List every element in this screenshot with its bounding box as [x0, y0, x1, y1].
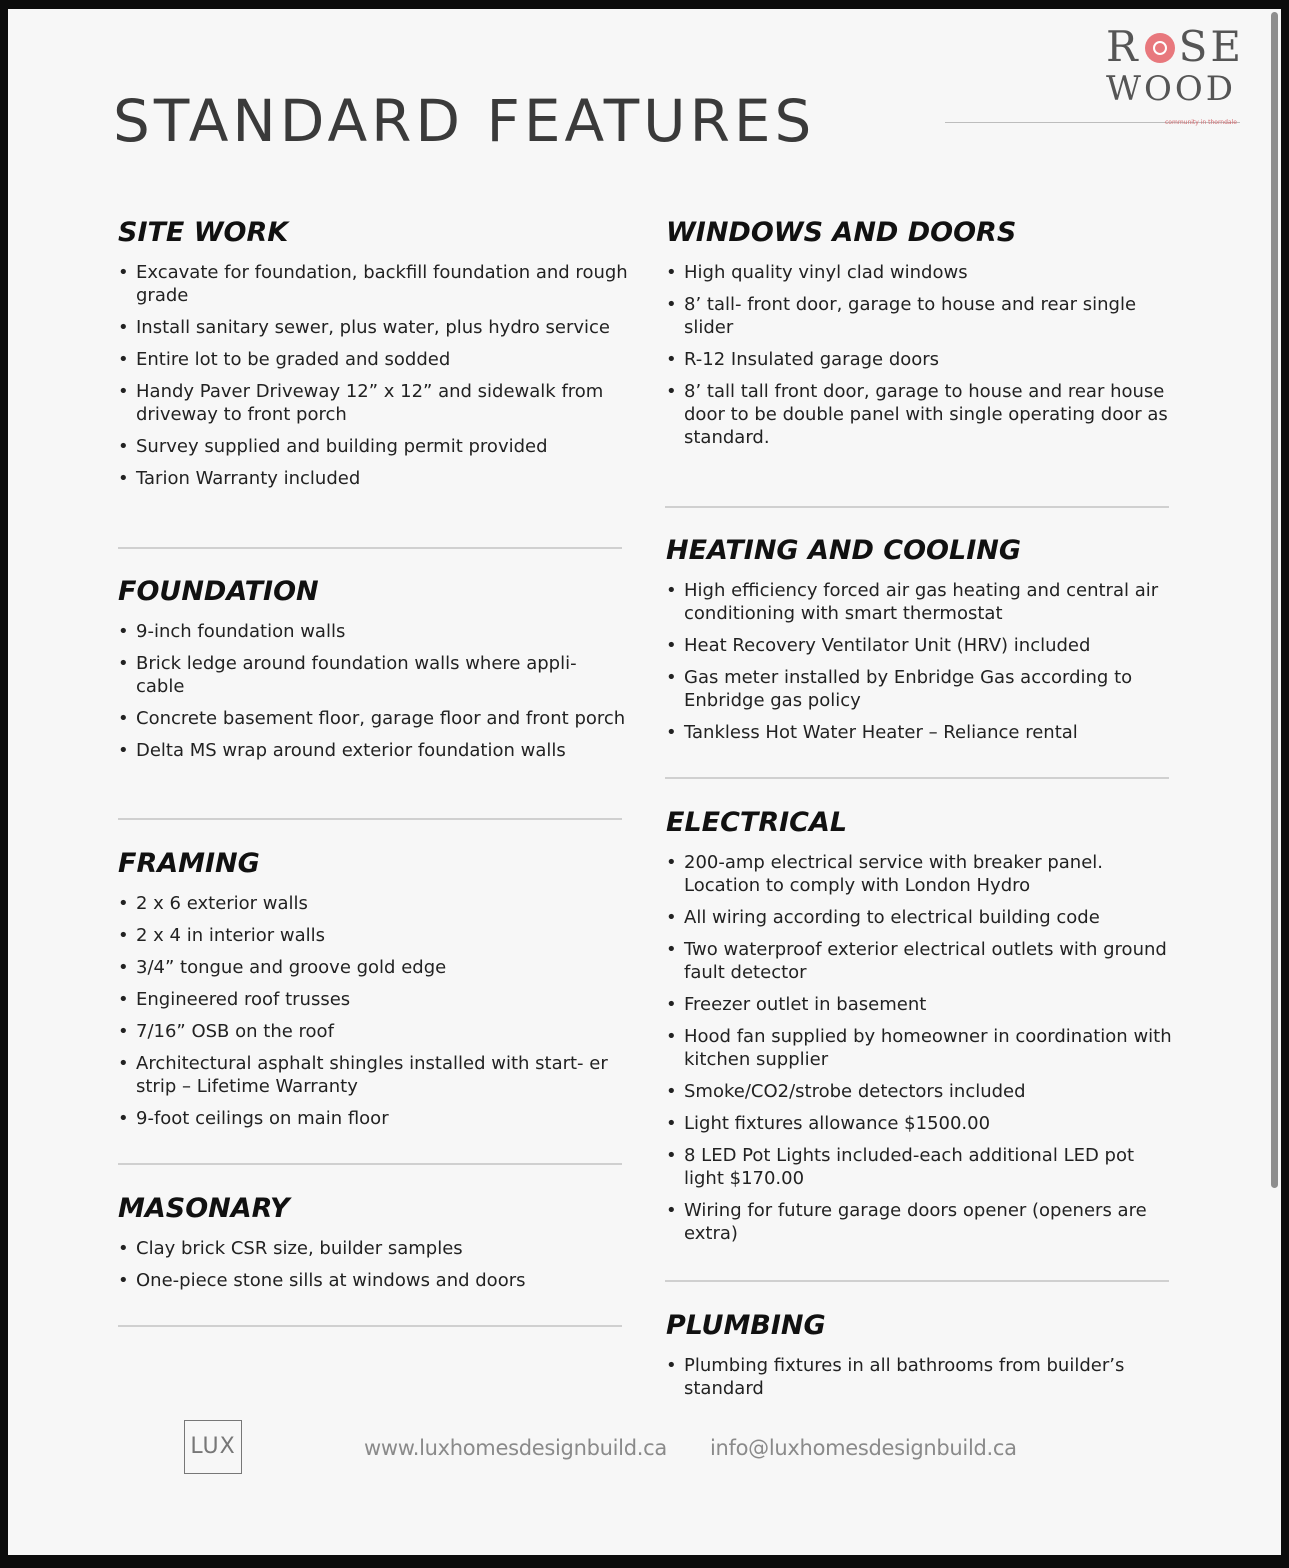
- list-item: • 2 x 6 exterior walls: [118, 892, 628, 915]
- section-title: ELECTRICAL: [666, 807, 848, 838]
- section-foundation: [118, 578, 628, 762]
- email-link[interactable]: info@luxhomesdesignbuild.ca: [710, 1436, 1017, 1460]
- list-item: • Handy Paver Driveway 12” x 12” and sidewalk from driveway to front porch: [118, 380, 628, 426]
- page-title: STANDARD FEATURES: [113, 87, 816, 155]
- section-title: WINDOWS AND DOORS: [666, 217, 1017, 248]
- list-item: • Wiring for future garage doors opener (openers are extra): [666, 1199, 1176, 1245]
- list-item: • Engineered roof trusses: [118, 988, 628, 1011]
- section-framing: [118, 850, 628, 1130]
- list-item: • Install sanitary sewer, plus water, plus hydro service: [118, 316, 628, 339]
- list-item: • Architectural asphalt shingles installed with start- er strip – Lifetime Warranty: [118, 1052, 628, 1098]
- list-item: • 8’ tall tall front door, garage to house and rear house door to be double panel with single operating door as standard.: [666, 380, 1176, 449]
- section-divider: [118, 547, 622, 549]
- list-item: • Tankless Hot Water Heater – Reliance rental: [666, 721, 1176, 744]
- list-item: • Survey supplied and building permit provided: [118, 435, 628, 458]
- section-plumbing: [666, 1312, 1176, 1400]
- section-title: SITE WORK: [118, 217, 289, 248]
- rose-icon: [1145, 33, 1175, 63]
- list-item: • Delta MS wrap around exterior foundation walls: [118, 739, 628, 762]
- section-site-work: [118, 219, 628, 490]
- list-item: • Heat Recovery Ventilator Unit (HRV) included: [666, 634, 1176, 657]
- list-item: • 8’ tall- front door, garage to house and rear single slider: [666, 293, 1176, 339]
- section-heating-cooling: [666, 537, 1176, 744]
- list-item: • All wiring according to electrical building code: [666, 906, 1176, 929]
- list-item: • Hood fan supplied by homeowner in coordination with kitchen supplier: [666, 1025, 1176, 1071]
- list-item: • 8 LED Pot Lights included-each additional LED pot light $170.00: [666, 1144, 1176, 1190]
- list-item: • 2 x 4 in interior walls: [118, 924, 628, 947]
- section-title: MASONARY: [118, 1193, 290, 1224]
- list-item: • 9-inch foundation walls: [118, 620, 628, 643]
- list-item: • Light fixtures allowance $1500.00: [666, 1112, 1176, 1135]
- list-item: • Clay brick CSR size, builder samples: [118, 1237, 628, 1260]
- section-windows-doors: [666, 219, 1176, 449]
- section-electrical: [666, 809, 1176, 1245]
- list-item: • Entire lot to be graded and sodded: [118, 348, 628, 371]
- list-item: • 200-amp electrical service with breaker panel. Location to comply with London Hydro: [666, 851, 1176, 897]
- section-masonary: [118, 1195, 628, 1292]
- list-item: • 3/4” tongue and groove gold edge: [118, 956, 628, 979]
- section-title: FOUNDATION: [118, 576, 319, 607]
- rosewood-logo: [1106, 22, 1245, 71]
- section-title: HEATING AND COOLING: [666, 535, 1022, 566]
- section-divider: [118, 1163, 622, 1165]
- list-item: • One-piece stone sills at windows and doors: [118, 1269, 628, 1292]
- section-divider: [665, 777, 1169, 779]
- section-title: FRAMING: [118, 848, 260, 879]
- list-item: • Plumbing fixtures in all bathrooms from builder’s standard: [666, 1354, 1176, 1400]
- logo-tagline: community in thorndale: [1165, 119, 1237, 126]
- section-divider: [665, 1280, 1169, 1282]
- website-link[interactable]: www.luxhomesdesignbuild.ca: [364, 1436, 667, 1460]
- list-item: • Two waterproof exterior electrical outlets with ground fault detector: [666, 938, 1176, 984]
- scrollbar[interactable]: [1271, 12, 1278, 1188]
- list-item: • Excavate for foundation, backfill foundation and rough grade: [118, 261, 628, 307]
- list-item: • High efficiency forced air gas heating and central air conditioning with smart thermostat: [666, 579, 1176, 625]
- list-item: • Concrete basement floor, garage floor and front porch: [118, 707, 628, 730]
- list-item: • Freezer outlet in basement: [666, 993, 1176, 1016]
- list-item: • Brick ledge around foundation walls where appli- cable: [118, 652, 628, 698]
- logo-wood-text: WOOD: [1106, 69, 1236, 109]
- list-item: • Tarion Warranty included: [118, 467, 628, 490]
- section-title: PLUMBING: [666, 1310, 826, 1341]
- logo-letter-r: R: [1106, 22, 1141, 71]
- list-item: • Smoke/CO2/strobe detectors included: [666, 1080, 1176, 1103]
- logo-letters-se: SE: [1178, 22, 1245, 71]
- section-divider: [118, 818, 622, 820]
- section-divider: [665, 506, 1169, 508]
- list-item: • 9-foot ceilings on main floor: [118, 1107, 628, 1130]
- section-divider: [118, 1325, 622, 1327]
- list-item: • High quality vinyl clad windows: [666, 261, 1176, 284]
- list-item: • R-12 Insulated garage doors: [666, 348, 1176, 371]
- list-item: • Gas meter installed by Enbridge Gas according to Enbridge gas policy: [666, 666, 1176, 712]
- list-item: • 7/16” OSB on the roof: [118, 1020, 628, 1043]
- lux-logo: LUX: [184, 1420, 242, 1474]
